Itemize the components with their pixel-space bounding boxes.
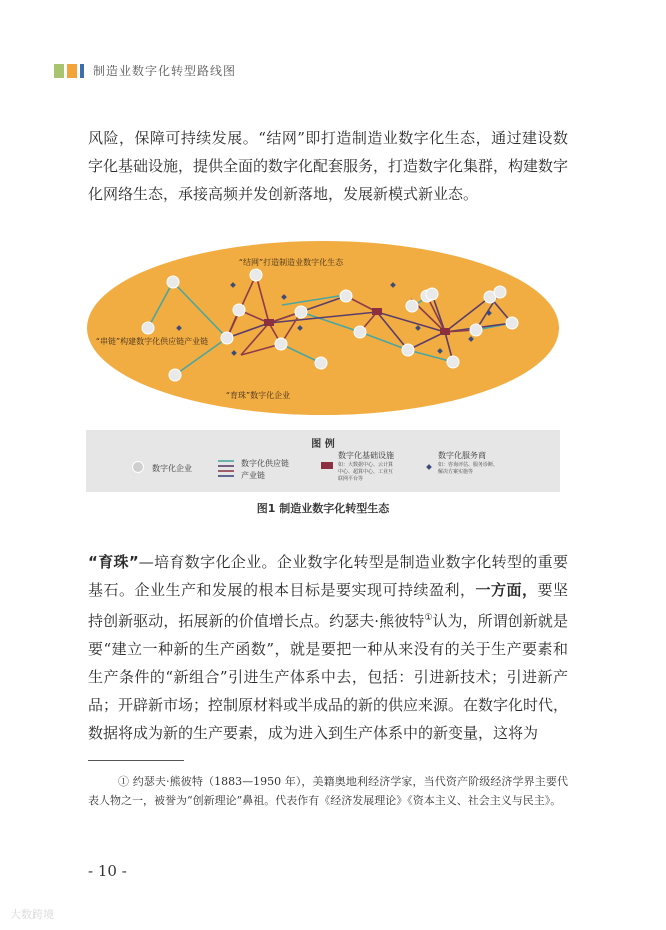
enterprise-node (221, 332, 233, 344)
enterprise-node (169, 369, 181, 381)
legend-infrastructure-desc-1: 如：大数据中心、云计算 (338, 462, 394, 468)
legend-service-desc-2: 解决方案实施等 (438, 469, 474, 475)
enterprise-node (426, 288, 438, 300)
running-header (54, 62, 236, 79)
watermark: 大数跨境 (10, 908, 54, 921)
header-blue-block (80, 64, 84, 78)
infrastructure-node (372, 308, 382, 315)
label-network: “结网”打造制造业数字化生态 (238, 258, 344, 267)
footnote-divider (88, 760, 184, 761)
infrastructure-node (264, 319, 274, 326)
enterprise-node (167, 276, 179, 288)
ecosystem-diagram (86, 240, 560, 416)
figure-caption: 图1 制造业数字化转型生态 (256, 502, 390, 515)
enterprise-node (233, 304, 245, 316)
infrastructure-node (440, 328, 450, 335)
paragraph-2 (88, 548, 568, 747)
enterprise-node (275, 338, 287, 350)
legend-supply-chain-label-2: 产业链 (241, 471, 265, 480)
legend-supply-chain-icon (216, 457, 236, 479)
footnote: ① 约瑟夫·熊彼特（1883—1950 年），美籍奥地利经济学家，当代资产阶级经济学界主要代表人物之一，被誉为“创新理论”鼻祖。代表作有《经济发展理论》《资本主义、社会主义与民主》。 (88, 775, 568, 807)
header-title: 制造业数字化转型路线图 (93, 64, 237, 78)
legend-infrastructure-icon (320, 461, 334, 471)
legend-infrastructure-desc-3: 联网平台等 (338, 476, 364, 482)
paragraph-2-text-a: —培育数字化企业。企业数字化转型是制造业数字化转型的重要基石。企业生产和发展的根本目标是要实现可持续盈利， (88, 553, 568, 599)
legend-enterprise-label: 数字化企业 (152, 464, 192, 473)
paragraph-2-lead: “育珠” (88, 553, 139, 571)
footnote-ref[interactable]: ① (424, 613, 433, 623)
enterprise-node (340, 290, 352, 302)
enterprise-node (250, 269, 262, 281)
enterprise-node (354, 326, 366, 338)
label-pearl: “育珠”数字化企业 (225, 391, 291, 400)
legend-enterprise-icon (131, 460, 145, 474)
legend-service-title: 数字化服务商 (438, 451, 486, 460)
enterprise-node (402, 344, 414, 356)
legend-service-desc-1: 如：咨询评估、服务诊断、 (438, 462, 499, 468)
legend-infrastructure-title: 数字化基础设施 (338, 451, 394, 460)
header-orange-block (67, 64, 77, 78)
legend-supply-chain-label-1: 数字化供应链 (241, 459, 289, 468)
paragraph-1: 风险，保障可持续发展。“结网”即打造制造业数字化生态，通过建设数字化基础设施，提供全面的数字化配套服务，打造数字化集群，构建数字化网络生态，承接高频并发创新落地，发展新模式新业态。 (88, 129, 569, 203)
enterprise-node (315, 357, 327, 369)
enterprise-node (447, 356, 459, 368)
header-green-block (54, 64, 64, 78)
diagram-legend (86, 430, 560, 492)
label-chain: “串链”构建数字化供应链产业链 (95, 337, 209, 346)
enterprise-node (494, 286, 506, 298)
enterprise-node (506, 317, 518, 329)
legend-infrastructure-desc-2: 中心、超算中心、工业互 (338, 469, 394, 475)
page-number: - 10 - (88, 862, 127, 880)
enterprise-node (142, 322, 154, 334)
legend-title: 图 例 (311, 439, 335, 450)
paragraph-2-text-c: 认为，所谓创新就是要“建立一种新的生产函数”，就是要把一种从来没有的关于生产要素和生产条件的“新组合”引进生产体系中去，包括：引进新技术；引进新产品；开辟新市场；控制原材料或半成品的新的供应来源。在数字化时代，数据将成为新的生产要素，成为进入到生产体系中的新变量，这将为 (88, 612, 569, 742)
enterprise-node (470, 324, 482, 336)
legend-service-icon (424, 462, 434, 472)
enterprise-node (406, 300, 418, 312)
paragraph-2-text-b: 要坚持创新驱动，拓展新的价值增长点。约瑟夫·熊彼特 (88, 581, 568, 630)
enterprise-node (295, 306, 307, 318)
paragraph-2-bold: 一方面， (475, 581, 538, 599)
